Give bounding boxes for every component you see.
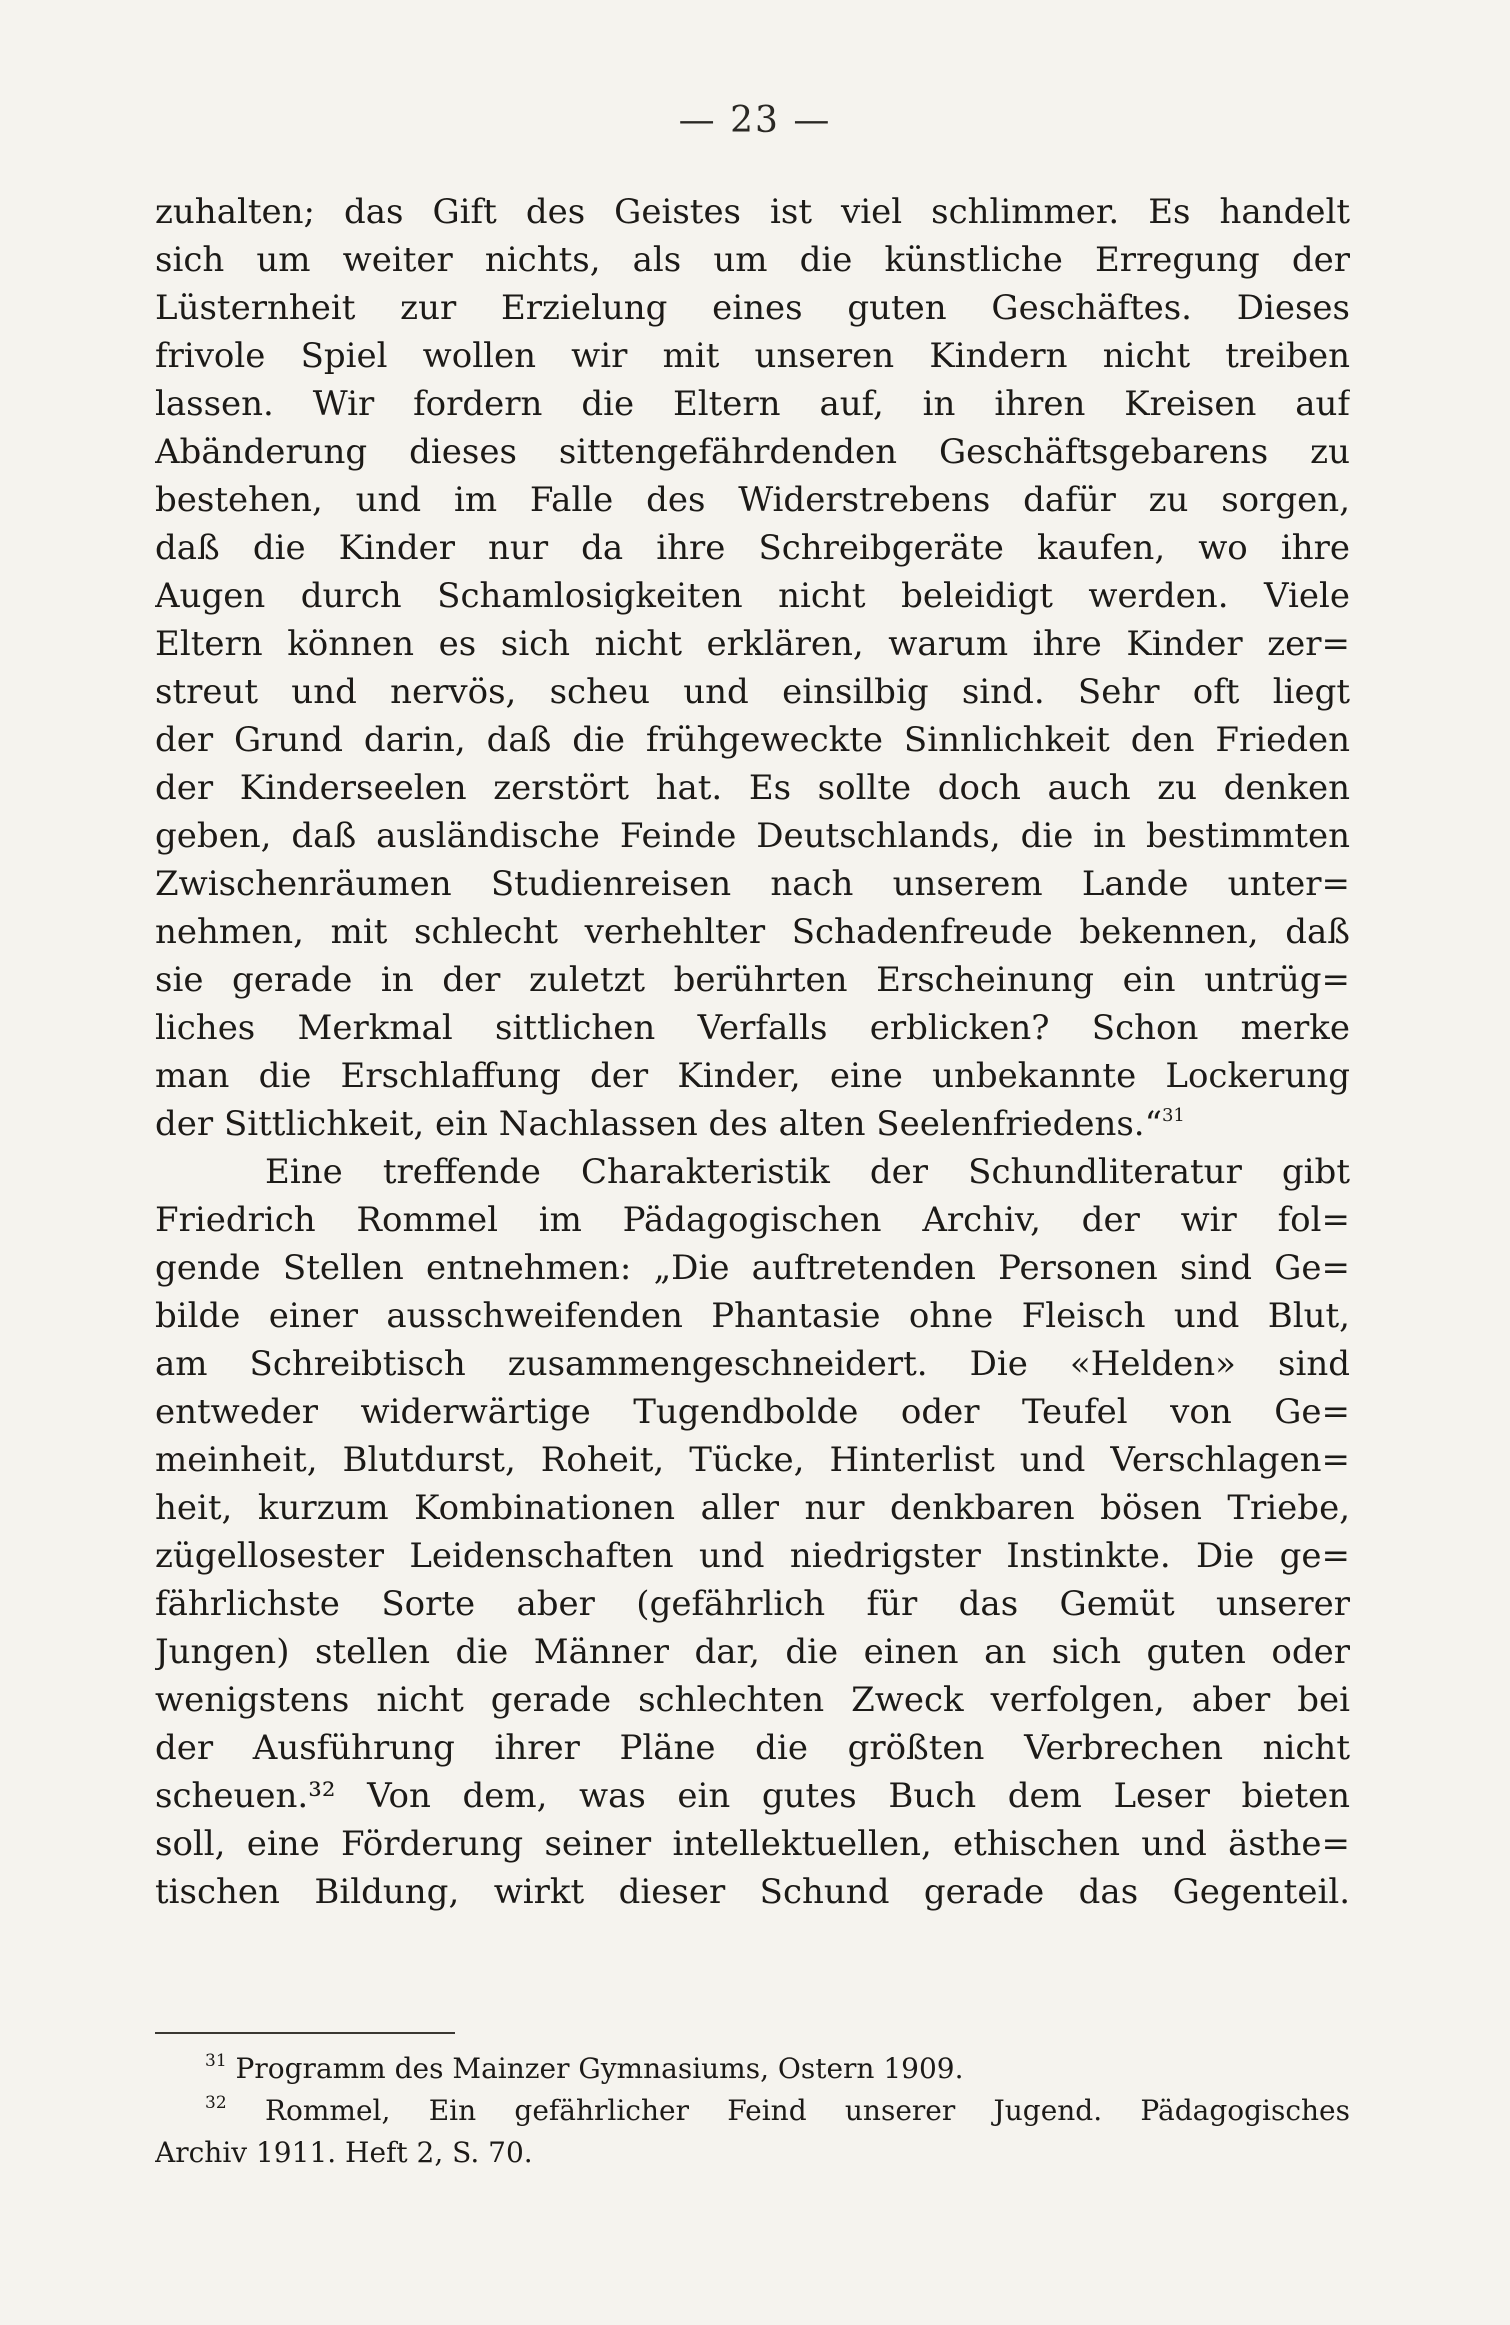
footnote-mark: 32 [205,2093,227,2113]
body-line: der Grund darin, daß die frühgeweckte Sinnlichkeit den Frieden [155,720,1350,760]
body-line: der Kinderseelen zerstört hat. Es sollte doch auch zu denken [155,768,1350,808]
body-line: frivole Spiel wollen wir mit unseren Kindern nicht treiben [155,336,1350,376]
footnote-31 [155,2048,1350,2090]
body-line: Lüsternheit zur Erzielung eines guten Geschäftes. Dieses [155,288,1350,328]
body-line: scheuen.³² Von dem, was ein gutes Buch dem Leser bieten [155,1776,1350,1816]
body-line: bestehen, und im Falle des Widerstrebens dafür zu sorgen, [155,480,1350,520]
paragraph-start-line: Eine treffende Charakteristik der Schundliteratur gibt [265,1152,1350,1192]
body-line: heit, kurzum Kombinationen aller nur denkbaren bösen Triebe, [155,1488,1350,1528]
body-line: tischen Bildung, wirkt dieser Schund gerade das Gegenteil. [155,1872,1350,1912]
body-line: man die Erschlaffung der Kinder, eine unbekannte Lockerung [155,1056,1350,1096]
body-line: fährlichste Sorte aber (gefährlich für das Gemüt unserer [155,1584,1350,1624]
body-line-with-footnote-31 [155,1100,1350,1148]
body-line: der Ausführung ihrer Pläne die größten Verbrechen nicht [155,1728,1350,1768]
footnote-text: Programm des Mainzer Gymnasiums, Ostern 1909. [235,2052,964,2085]
footnote-32 [155,2090,1350,2132]
footnote-32-continuation: Archiv 1911. Heft 2, S. 70. [155,2136,533,2169]
body-line: Friedrich Rommel im Pädagogischen Archiv, der wir fol= [155,1200,1350,1240]
body-line: meinheit, Blutdurst, Roheit, Tücke, Hinterlist und Verschlagen= [155,1440,1350,1480]
footnote-divider [155,2032,455,2034]
body-line: zügellosester Leidenschaften und niedrigster Instinkte. Die ge= [155,1536,1350,1576]
body-line: bilde einer ausschweifenden Phantasie ohne Fleisch und Blut, [155,1296,1350,1336]
body-line: Zwischenräumen Studienreisen nach unserem Lande unter= [155,864,1350,904]
body-line: wenigstens nicht gerade schlechten Zweck verfolgen, aber bei [155,1680,1350,1720]
body-line: zuhalten; das Gift des Geistes ist viel schlimmer. Es handelt [155,192,1350,232]
page-number: — 23 — [678,100,832,141]
body-line: geben, daß ausländische Feinde Deutschlands, die in bestimmten [155,816,1350,856]
body-line: lassen. Wir fordern die Eltern auf, in ihren Kreisen auf [155,384,1350,424]
body-line: liches Merkmal sittlichen Verfalls erblicken? Schon merke [155,1008,1350,1048]
footnote-ref-31: 31 [1161,1105,1185,1126]
footnotes [155,2048,1350,2174]
body-line: sie gerade in der zuletzt berührten Erscheinung ein untrüg= [155,960,1350,1000]
body-line: Augen durch Schamlosigkeiten nicht beleidigt werden. Viele [155,576,1350,616]
body-text [155,188,1350,1916]
body-line: sich um weiter nichts, als um die künstliche Erregung der [155,240,1350,280]
body-line: Jungen) stellen die Männer dar, die einen an sich guten oder [155,1632,1350,1672]
body-line: entweder widerwärtige Tugendbolde oder Teufel von Ge= [155,1392,1350,1432]
footnote-mark: 31 [205,2051,227,2071]
body-line: Abänderung dieses sittengefährdenden Geschäftsgebarens zu [155,432,1350,472]
body-line: Eltern können es sich nicht erklären, warum ihre Kinder zer= [155,624,1350,664]
footnote-text: Rommel, Ein gefährlicher Feind unserer Jugend. Pädagogisches [264,2094,1350,2127]
body-line-text: der Sittlichkeit, ein Nachlassen des alten Seelenfriedens.“ [155,1104,1162,1144]
body-line: soll, eine Förderung seiner intellektuellen, ethischen und ästhe= [155,1824,1350,1864]
body-line: streut und nervös, scheu und einsilbig sind. Sehr oft liegt [155,672,1350,712]
body-line: am Schreibtisch zusammengeschneidert. Die «Helden» sind [155,1344,1350,1384]
body-line: nehmen, mit schlecht verhehlter Schadenfreude bekennen, daß [155,912,1350,952]
body-line: daß die Kinder nur da ihre Schreibgeräte kaufen, wo ihre [155,528,1350,568]
body-line: gende Stellen entnehmen: „Die auftretenden Personen sind Ge= [155,1248,1350,1288]
